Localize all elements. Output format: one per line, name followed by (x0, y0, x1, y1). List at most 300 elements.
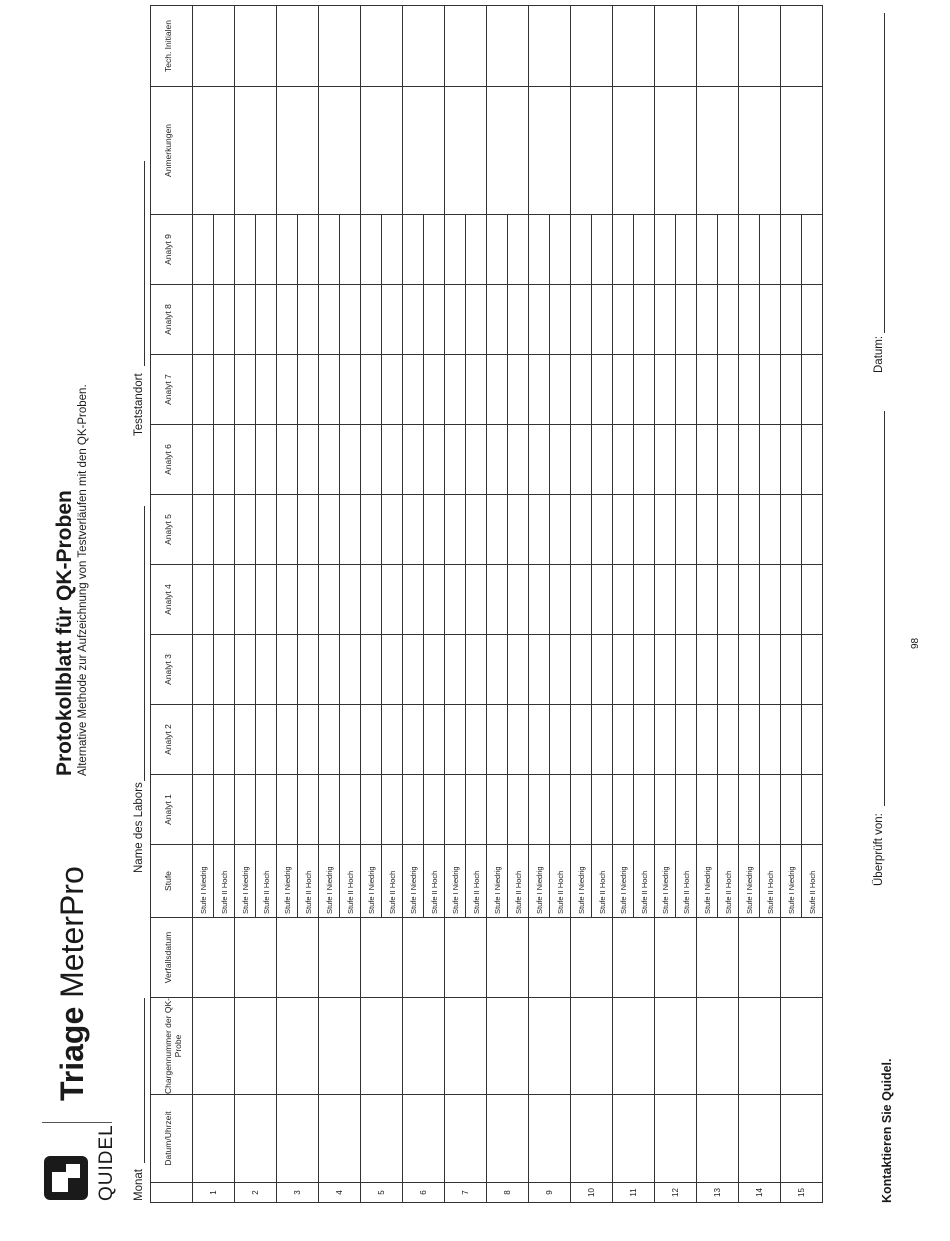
analyte-8-cell[interactable] (613, 285, 634, 355)
analyte-3-cell[interactable] (529, 635, 550, 705)
tech-initials-cell[interactable] (613, 6, 655, 87)
tech-initials-cell[interactable] (193, 6, 235, 87)
analyte-4-cell[interactable] (319, 565, 340, 635)
tech-initials-cell[interactable] (445, 6, 487, 87)
notes-cell[interactable] (613, 87, 655, 215)
analyte-6-cell[interactable] (235, 425, 256, 495)
lot-number-cell[interactable] (403, 998, 445, 1095)
analyte-1-cell[interactable] (214, 775, 235, 845)
lot-number-cell[interactable] (361, 998, 403, 1095)
analyte-3-cell[interactable] (592, 635, 613, 705)
analyte-1-cell[interactable] (739, 775, 760, 845)
analyte-2-cell[interactable] (277, 705, 298, 775)
analyte-6-cell[interactable] (718, 425, 739, 495)
analyte-3-cell[interactable] (655, 635, 676, 705)
tech-initials-cell[interactable] (739, 6, 781, 87)
analyte-2-cell[interactable] (382, 705, 403, 775)
notes-cell[interactable] (571, 87, 613, 215)
analyte-6-cell[interactable] (298, 425, 319, 495)
analyte-7-cell[interactable] (340, 355, 361, 425)
analyte-8-cell[interactable] (298, 285, 319, 355)
analyte-8-cell[interactable] (781, 285, 802, 355)
lot-number-cell[interactable] (193, 998, 235, 1095)
analyte-7-cell[interactable] (571, 355, 592, 425)
analyte-9-cell[interactable] (277, 215, 298, 285)
analyte-8-cell[interactable] (718, 285, 739, 355)
analyte-6-cell[interactable] (508, 425, 529, 495)
analyte-2-cell[interactable] (676, 705, 697, 775)
analyte-4-cell[interactable] (718, 565, 739, 635)
analyte-9-cell[interactable] (256, 215, 277, 285)
analyte-9-cell[interactable] (697, 215, 718, 285)
datetime-cell[interactable] (403, 1095, 445, 1183)
analyte-2-cell[interactable] (424, 705, 445, 775)
analyte-5-cell[interactable] (592, 495, 613, 565)
analyte-1-cell[interactable] (571, 775, 592, 845)
datetime-cell[interactable] (739, 1095, 781, 1183)
analyte-7-cell[interactable] (634, 355, 655, 425)
analyte-4-cell[interactable] (193, 565, 214, 635)
analyte-1-cell[interactable] (466, 775, 487, 845)
expiry-date-cell[interactable] (781, 918, 823, 998)
analyte-9-cell[interactable] (571, 215, 592, 285)
analyte-6-cell[interactable] (424, 425, 445, 495)
analyte-3-cell[interactable] (319, 635, 340, 705)
analyte-6-cell[interactable] (256, 425, 277, 495)
analyte-2-cell[interactable] (550, 705, 571, 775)
analyte-9-cell[interactable] (235, 215, 256, 285)
analyte-4-cell[interactable] (613, 565, 634, 635)
analyte-1-cell[interactable] (277, 775, 298, 845)
notes-cell[interactable] (235, 87, 277, 215)
analyte-6-cell[interactable] (487, 425, 508, 495)
analyte-5-cell[interactable] (403, 495, 424, 565)
analyte-7-cell[interactable] (466, 355, 487, 425)
analyte-6-cell[interactable] (550, 425, 571, 495)
analyte-5-cell[interactable] (340, 495, 361, 565)
analyte-4-cell[interactable] (739, 565, 760, 635)
analyte-8-cell[interactable] (529, 285, 550, 355)
expiry-date-cell[interactable] (529, 918, 571, 998)
analyte-6-cell[interactable] (361, 425, 382, 495)
analyte-4-cell[interactable] (508, 565, 529, 635)
analyte-9-cell[interactable] (592, 215, 613, 285)
lot-number-cell[interactable] (655, 998, 697, 1095)
analyte-1-cell[interactable] (634, 775, 655, 845)
analyte-8-cell[interactable] (256, 285, 277, 355)
analyte-1-cell[interactable] (382, 775, 403, 845)
analyte-2-cell[interactable] (403, 705, 424, 775)
lot-number-cell[interactable] (613, 998, 655, 1095)
analyte-6-cell[interactable] (571, 425, 592, 495)
analyte-7-cell[interactable] (529, 355, 550, 425)
analyte-7-cell[interactable] (613, 355, 634, 425)
analyte-6-cell[interactable] (529, 425, 550, 495)
datetime-cell[interactable] (697, 1095, 739, 1183)
analyte-5-cell[interactable] (382, 495, 403, 565)
analyte-5-cell[interactable] (466, 495, 487, 565)
tech-initials-cell[interactable] (571, 6, 613, 87)
analyte-2-cell[interactable] (760, 705, 781, 775)
analyte-3-cell[interactable] (676, 635, 697, 705)
reviewed-by-field[interactable] (884, 411, 885, 806)
analyte-3-cell[interactable] (214, 635, 235, 705)
analyte-5-cell[interactable] (676, 495, 697, 565)
analyte-2-cell[interactable] (718, 705, 739, 775)
tech-initials-cell[interactable] (697, 6, 739, 87)
expiry-date-cell[interactable] (319, 918, 361, 998)
analyte-8-cell[interactable] (508, 285, 529, 355)
analyte-7-cell[interactable] (214, 355, 235, 425)
lot-number-cell[interactable] (781, 998, 823, 1095)
analyte-9-cell[interactable] (298, 215, 319, 285)
analyte-5-cell[interactable] (508, 495, 529, 565)
tech-initials-cell[interactable] (487, 6, 529, 87)
analyte-1-cell[interactable] (340, 775, 361, 845)
analyte-4-cell[interactable] (466, 565, 487, 635)
analyte-8-cell[interactable] (571, 285, 592, 355)
datetime-cell[interactable] (445, 1095, 487, 1183)
notes-cell[interactable] (403, 87, 445, 215)
analyte-8-cell[interactable] (466, 285, 487, 355)
analyte-3-cell[interactable] (571, 635, 592, 705)
analyte-3-cell[interactable] (256, 635, 277, 705)
month-field[interactable] (144, 998, 145, 1163)
analyte-3-cell[interactable] (508, 635, 529, 705)
lot-number-cell[interactable] (487, 998, 529, 1095)
analyte-7-cell[interactable] (508, 355, 529, 425)
analyte-3-cell[interactable] (781, 635, 802, 705)
analyte-7-cell[interactable] (697, 355, 718, 425)
analyte-2-cell[interactable] (571, 705, 592, 775)
analyte-2-cell[interactable] (214, 705, 235, 775)
datetime-cell[interactable] (361, 1095, 403, 1183)
analyte-6-cell[interactable] (739, 425, 760, 495)
lab-name-field[interactable] (144, 506, 145, 781)
analyte-8-cell[interactable] (634, 285, 655, 355)
notes-cell[interactable] (529, 87, 571, 215)
analyte-4-cell[interactable] (382, 565, 403, 635)
analyte-2-cell[interactable] (802, 705, 823, 775)
analyte-3-cell[interactable] (802, 635, 823, 705)
analyte-4-cell[interactable] (340, 565, 361, 635)
analyte-8-cell[interactable] (424, 285, 445, 355)
analyte-4-cell[interactable] (802, 565, 823, 635)
analyte-4-cell[interactable] (277, 565, 298, 635)
analyte-3-cell[interactable] (445, 635, 466, 705)
analyte-6-cell[interactable] (319, 425, 340, 495)
analyte-2-cell[interactable] (319, 705, 340, 775)
analyte-1-cell[interactable] (529, 775, 550, 845)
datetime-cell[interactable] (487, 1095, 529, 1183)
lot-number-cell[interactable] (571, 998, 613, 1095)
analyte-1-cell[interactable] (403, 775, 424, 845)
tech-initials-cell[interactable] (403, 6, 445, 87)
analyte-1-cell[interactable] (676, 775, 697, 845)
analyte-5-cell[interactable] (193, 495, 214, 565)
analyte-9-cell[interactable] (760, 215, 781, 285)
analyte-2-cell[interactable] (298, 705, 319, 775)
expiry-date-cell[interactable] (571, 918, 613, 998)
analyte-8-cell[interactable] (655, 285, 676, 355)
analyte-5-cell[interactable] (298, 495, 319, 565)
analyte-6-cell[interactable] (760, 425, 781, 495)
notes-cell[interactable] (445, 87, 487, 215)
analyte-1-cell[interactable] (508, 775, 529, 845)
expiry-date-cell[interactable] (445, 918, 487, 998)
analyte-7-cell[interactable] (319, 355, 340, 425)
analyte-5-cell[interactable] (718, 495, 739, 565)
analyte-3-cell[interactable] (277, 635, 298, 705)
analyte-8-cell[interactable] (697, 285, 718, 355)
analyte-4-cell[interactable] (634, 565, 655, 635)
analyte-4-cell[interactable] (655, 565, 676, 635)
analyte-2-cell[interactable] (697, 705, 718, 775)
analyte-5-cell[interactable] (613, 495, 634, 565)
notes-cell[interactable] (361, 87, 403, 215)
analyte-5-cell[interactable] (319, 495, 340, 565)
analyte-4-cell[interactable] (529, 565, 550, 635)
analyte-7-cell[interactable] (256, 355, 277, 425)
analyte-1-cell[interactable] (781, 775, 802, 845)
datetime-cell[interactable] (277, 1095, 319, 1183)
analyte-1-cell[interactable] (424, 775, 445, 845)
analyte-8-cell[interactable] (361, 285, 382, 355)
analyte-5-cell[interactable] (424, 495, 445, 565)
analyte-2-cell[interactable] (256, 705, 277, 775)
analyte-6-cell[interactable] (697, 425, 718, 495)
analyte-1-cell[interactable] (802, 775, 823, 845)
date-field[interactable] (884, 13, 885, 333)
analyte-2-cell[interactable] (739, 705, 760, 775)
analyte-1-cell[interactable] (760, 775, 781, 845)
analyte-7-cell[interactable] (445, 355, 466, 425)
expiry-date-cell[interactable] (487, 918, 529, 998)
analyte-5-cell[interactable] (655, 495, 676, 565)
notes-cell[interactable] (487, 87, 529, 215)
analyte-7-cell[interactable] (781, 355, 802, 425)
analyte-8-cell[interactable] (340, 285, 361, 355)
datetime-cell[interactable] (319, 1095, 361, 1183)
notes-cell[interactable] (781, 87, 823, 215)
analyte-1-cell[interactable] (193, 775, 214, 845)
analyte-8-cell[interactable] (382, 285, 403, 355)
tech-initials-cell[interactable] (319, 6, 361, 87)
analyte-9-cell[interactable] (487, 215, 508, 285)
analyte-5-cell[interactable] (697, 495, 718, 565)
notes-cell[interactable] (739, 87, 781, 215)
analyte-3-cell[interactable] (634, 635, 655, 705)
analyte-1-cell[interactable] (697, 775, 718, 845)
analyte-5-cell[interactable] (571, 495, 592, 565)
analyte-6-cell[interactable] (340, 425, 361, 495)
analyte-9-cell[interactable] (382, 215, 403, 285)
analyte-8-cell[interactable] (193, 285, 214, 355)
analyte-7-cell[interactable] (277, 355, 298, 425)
analyte-8-cell[interactable] (487, 285, 508, 355)
analyte-9-cell[interactable] (613, 215, 634, 285)
analyte-6-cell[interactable] (445, 425, 466, 495)
analyte-6-cell[interactable] (613, 425, 634, 495)
analyte-3-cell[interactable] (361, 635, 382, 705)
analyte-5-cell[interactable] (781, 495, 802, 565)
analyte-6-cell[interactable] (277, 425, 298, 495)
analyte-8-cell[interactable] (676, 285, 697, 355)
analyte-7-cell[interactable] (193, 355, 214, 425)
datetime-cell[interactable] (529, 1095, 571, 1183)
analyte-7-cell[interactable] (718, 355, 739, 425)
analyte-5-cell[interactable] (529, 495, 550, 565)
notes-cell[interactable] (319, 87, 361, 215)
analyte-9-cell[interactable] (802, 215, 823, 285)
tech-initials-cell[interactable] (529, 6, 571, 87)
analyte-5-cell[interactable] (760, 495, 781, 565)
analyte-7-cell[interactable] (298, 355, 319, 425)
analyte-5-cell[interactable] (214, 495, 235, 565)
analyte-6-cell[interactable] (781, 425, 802, 495)
analyte-9-cell[interactable] (340, 215, 361, 285)
datetime-cell[interactable] (655, 1095, 697, 1183)
datetime-cell[interactable] (193, 1095, 235, 1183)
analyte-3-cell[interactable] (340, 635, 361, 705)
analyte-5-cell[interactable] (445, 495, 466, 565)
analyte-3-cell[interactable] (739, 635, 760, 705)
analyte-2-cell[interactable] (487, 705, 508, 775)
analyte-3-cell[interactable] (298, 635, 319, 705)
analyte-1-cell[interactable] (487, 775, 508, 845)
analyte-6-cell[interactable] (193, 425, 214, 495)
analyte-4-cell[interactable] (487, 565, 508, 635)
analyte-5-cell[interactable] (550, 495, 571, 565)
analyte-1-cell[interactable] (298, 775, 319, 845)
analyte-9-cell[interactable] (676, 215, 697, 285)
analyte-9-cell[interactable] (781, 215, 802, 285)
analyte-2-cell[interactable] (634, 705, 655, 775)
test-site-field[interactable] (144, 161, 145, 366)
analyte-2-cell[interactable] (445, 705, 466, 775)
tech-initials-cell[interactable] (655, 6, 697, 87)
analyte-8-cell[interactable] (802, 285, 823, 355)
analyte-9-cell[interactable] (361, 215, 382, 285)
analyte-4-cell[interactable] (403, 565, 424, 635)
analyte-6-cell[interactable] (592, 425, 613, 495)
analyte-8-cell[interactable] (445, 285, 466, 355)
expiry-date-cell[interactable] (193, 918, 235, 998)
analyte-9-cell[interactable] (550, 215, 571, 285)
analyte-2-cell[interactable] (340, 705, 361, 775)
analyte-3-cell[interactable] (760, 635, 781, 705)
analyte-1-cell[interactable] (445, 775, 466, 845)
analyte-6-cell[interactable] (403, 425, 424, 495)
analyte-3-cell[interactable] (487, 635, 508, 705)
analyte-3-cell[interactable] (466, 635, 487, 705)
analyte-9-cell[interactable] (718, 215, 739, 285)
analyte-5-cell[interactable] (235, 495, 256, 565)
datetime-cell[interactable] (781, 1095, 823, 1183)
analyte-8-cell[interactable] (319, 285, 340, 355)
analyte-4-cell[interactable] (235, 565, 256, 635)
analyte-1-cell[interactable] (718, 775, 739, 845)
analyte-5-cell[interactable] (739, 495, 760, 565)
analyte-2-cell[interactable] (592, 705, 613, 775)
analyte-7-cell[interactable] (802, 355, 823, 425)
analyte-2-cell[interactable] (529, 705, 550, 775)
analyte-8-cell[interactable] (760, 285, 781, 355)
analyte-4-cell[interactable] (592, 565, 613, 635)
analyte-8-cell[interactable] (592, 285, 613, 355)
expiry-date-cell[interactable] (277, 918, 319, 998)
analyte-7-cell[interactable] (550, 355, 571, 425)
analyte-7-cell[interactable] (592, 355, 613, 425)
datetime-cell[interactable] (571, 1095, 613, 1183)
datetime-cell[interactable] (235, 1095, 277, 1183)
analyte-9-cell[interactable] (739, 215, 760, 285)
analyte-8-cell[interactable] (403, 285, 424, 355)
analyte-5-cell[interactable] (256, 495, 277, 565)
analyte-7-cell[interactable] (361, 355, 382, 425)
analyte-7-cell[interactable] (235, 355, 256, 425)
analyte-7-cell[interactable] (760, 355, 781, 425)
analyte-9-cell[interactable] (529, 215, 550, 285)
analyte-9-cell[interactable] (655, 215, 676, 285)
lot-number-cell[interactable] (319, 998, 361, 1095)
analyte-5-cell[interactable] (802, 495, 823, 565)
analyte-8-cell[interactable] (214, 285, 235, 355)
analyte-1-cell[interactable] (361, 775, 382, 845)
analyte-4-cell[interactable] (550, 565, 571, 635)
analyte-8-cell[interactable] (550, 285, 571, 355)
analyte-4-cell[interactable] (298, 565, 319, 635)
lot-number-cell[interactable] (277, 998, 319, 1095)
expiry-date-cell[interactable] (235, 918, 277, 998)
analyte-2-cell[interactable] (781, 705, 802, 775)
analyte-6-cell[interactable] (802, 425, 823, 495)
analyte-4-cell[interactable] (445, 565, 466, 635)
analyte-1-cell[interactable] (235, 775, 256, 845)
analyte-6-cell[interactable] (676, 425, 697, 495)
analyte-7-cell[interactable] (382, 355, 403, 425)
analyte-4-cell[interactable] (697, 565, 718, 635)
analyte-9-cell[interactable] (634, 215, 655, 285)
analyte-3-cell[interactable] (550, 635, 571, 705)
analyte-2-cell[interactable] (508, 705, 529, 775)
analyte-2-cell[interactable] (235, 705, 256, 775)
analyte-2-cell[interactable] (193, 705, 214, 775)
analyte-1-cell[interactable] (550, 775, 571, 845)
expiry-date-cell[interactable] (655, 918, 697, 998)
analyte-9-cell[interactable] (424, 215, 445, 285)
analyte-7-cell[interactable] (487, 355, 508, 425)
analyte-3-cell[interactable] (193, 635, 214, 705)
analyte-4-cell[interactable] (424, 565, 445, 635)
analyte-9-cell[interactable] (214, 215, 235, 285)
analyte-9-cell[interactable] (508, 215, 529, 285)
analyte-2-cell[interactable] (613, 705, 634, 775)
analyte-9-cell[interactable] (403, 215, 424, 285)
analyte-9-cell[interactable] (466, 215, 487, 285)
analyte-6-cell[interactable] (634, 425, 655, 495)
lot-number-cell[interactable] (529, 998, 571, 1095)
analyte-7-cell[interactable] (424, 355, 445, 425)
tech-initials-cell[interactable] (781, 6, 823, 87)
analyte-9-cell[interactable] (193, 215, 214, 285)
analyte-6-cell[interactable] (466, 425, 487, 495)
analyte-4-cell[interactable] (571, 565, 592, 635)
analyte-8-cell[interactable] (277, 285, 298, 355)
expiry-date-cell[interactable] (739, 918, 781, 998)
lot-number-cell[interactable] (739, 998, 781, 1095)
tech-initials-cell[interactable] (361, 6, 403, 87)
